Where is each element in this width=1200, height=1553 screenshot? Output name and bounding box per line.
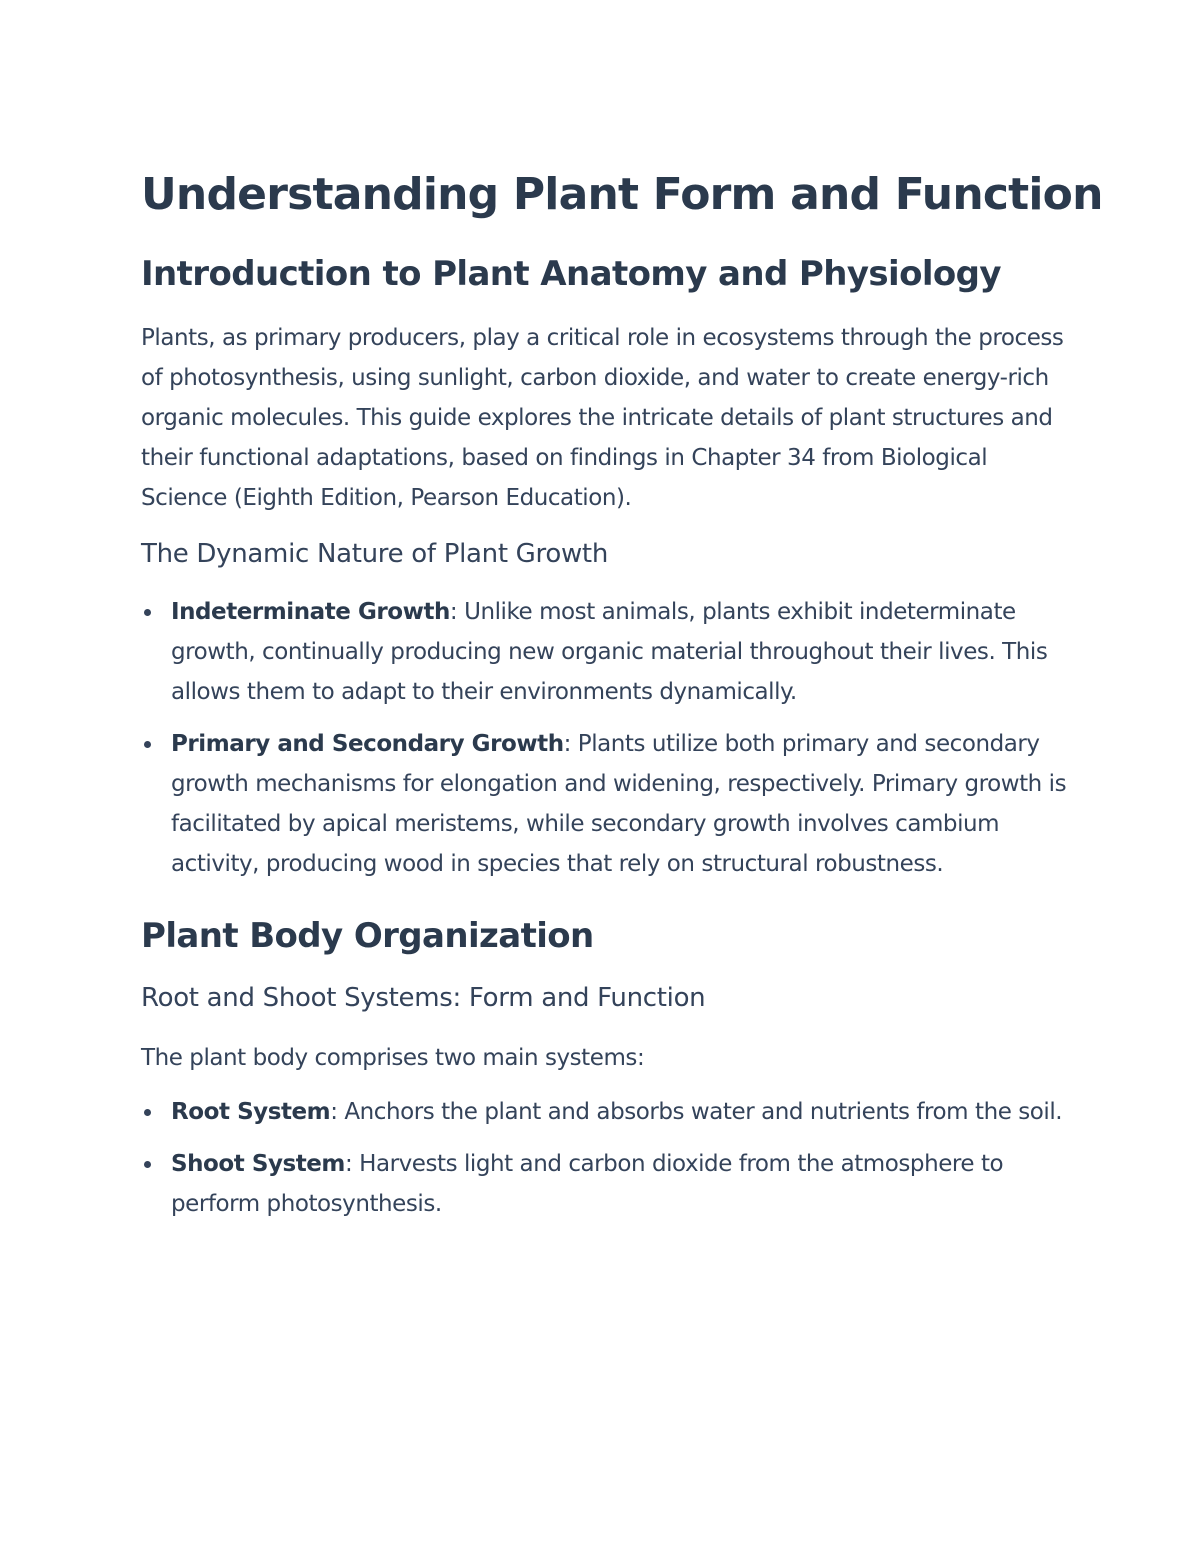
list-item-text: : Anchors the plant and absorbs water and nutrients from the soil. [330,1099,1063,1125]
document-title: Understanding Plant Form and Function [141,169,1103,220]
list-item [141,592,1071,712]
subheading-plant-growth: The Dynamic Nature of Plant Growth [141,539,608,569]
list-item-text: : Unlike most animals, plants exhibit indeterminate growth, continually producing new organic material throughout their lives. This allows them to adapt to their environments dynamically. [171,599,1048,705]
list-item [141,1144,1071,1224]
list-item [141,724,1071,884]
list-item-term: Primary and Secondary Growth [171,731,564,757]
body-systems-paragraph: The plant body comprises two main systems: [141,1045,645,1071]
document-page [141,168,1103,1224]
growth-bullet-list [141,592,1071,884]
list-item-term: Indeterminate Growth [171,599,450,625]
section-heading-body-organization: Plant Body Organization [141,916,594,956]
bullet-icon [144,741,151,748]
systems-bullet-list [141,1092,1071,1224]
intro-paragraph: Plants, as primary producers, play a critical role in ecosystems through the process of photosynthesis, using sunlight, carbon dioxide, and water to create energy-rich organic molecules. This guide explores the intricate details of plant structures and their functional adaptations, based on findings in Chapter 34 from Biological Science (Eighth Edition, Pearson Education). [141,325,1064,511]
section-heading-introduction: Introduction to Plant Anatomy and Physiology [141,254,1001,294]
list-item-term: Root System [171,1099,331,1125]
list-item-text: : Plants utilize both primary and secondary growth mechanisms for elongation and widening, respectively. Primary growth is facilitated by apical meristems, while secondary growth involves cambium activity, producing wood in species that rely on structural robustness. [171,731,1067,877]
list-item-term: Shoot System [171,1151,345,1177]
subheading-root-shoot: Root and Shoot Systems: Form and Function [141,983,706,1013]
bullet-icon [144,609,151,616]
bullet-icon [144,1109,151,1116]
list-item [141,1092,1071,1132]
list-item-text: : Harvests light and carbon dioxide from the atmosphere to perform photosynthesis. [171,1151,1004,1217]
bullet-icon [144,1161,151,1168]
